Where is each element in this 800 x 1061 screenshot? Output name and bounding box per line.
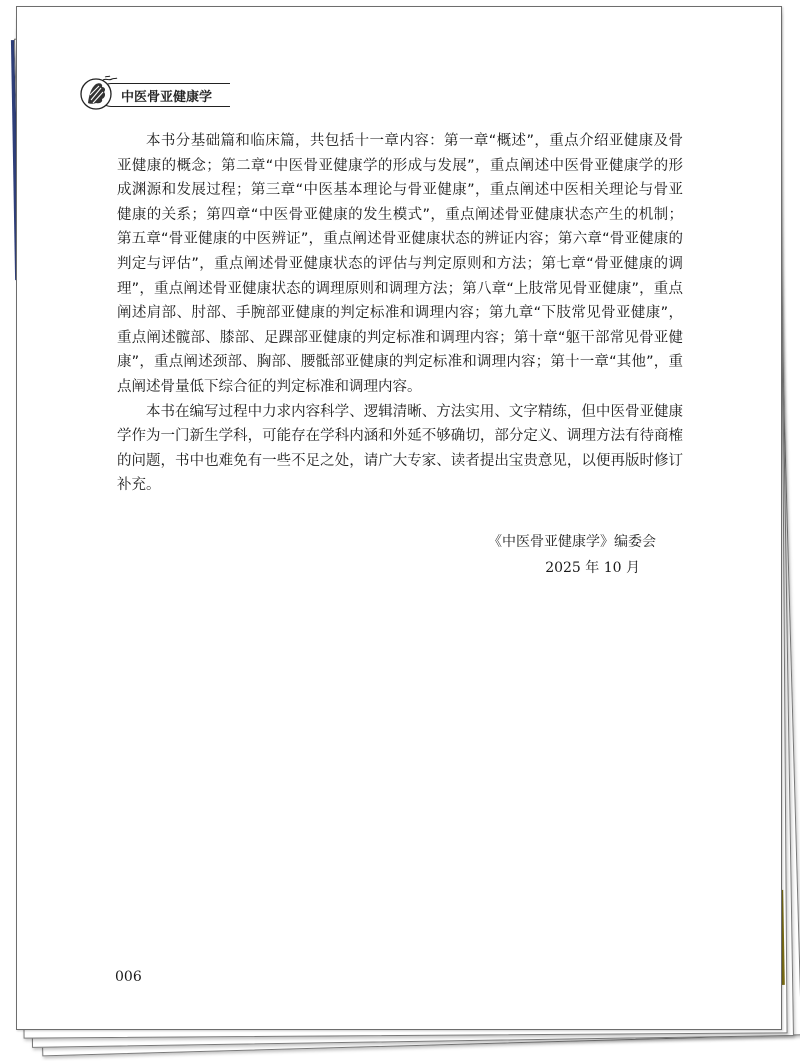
body-text — [117, 129, 683, 498]
paragraph-chapter-summary: 本书分基础篇和临床篇，共包括十一章内容：第一章“概述”，重点介绍亚健康及骨亚健康的概念；第二章“中医骨亚健康学的形成与发展”，重点阐述中医骨亚健康学的形成渊源和发展过程；第三章“中医基本理论与骨亚健康”，重点阐述中医相关理论与骨亚健康的关系；第四章“中医骨亚健康的发生模式”，重点阐述骨亚健康状态产生的机制；第五章“骨亚健康的中医辨证”，重点阐述骨亚健康状态的辨证内容；第六章“骨亚健康的判定与评估”，重点阐述骨亚健康状态的评估与判定原则和方法；第七章“骨亚健康的调理”，重点阐述骨亚健康状态的调理原则和调理方法；第八章“上肢常见骨亚健康”，重点阐述肩部、肘部、手腕部亚健康的判定标准和调理内容；第九章“下肢常见骨亚健康”，重点阐述髋部、膝部、足踝部亚健康的判定标准和调理内容；第十章“躯干部常见骨亚健康”，重点阐述颈部、胸部、腰骶部亚健康的判定标准和调理内容；第十一章“其他”，重点阐述骨量低下综合征的判定标准和调理内容。 — [117, 133, 683, 395]
header-title: 中医骨亚健康学 — [121, 90, 213, 105]
tiger-logo-icon — [79, 73, 119, 113]
running-header — [79, 73, 229, 113]
page-number: 006 — [115, 969, 142, 985]
paragraph-writing-note: 本书在编写过程中力求内容科学、逻辑清晰、方法实用、文字精练，但中医骨亚健康学作为一门新生学科，可能存在学科内涵和外延不够确切，部分定义、调理方法有待商榷的问题，书中也难免有一些不足之处，请广大专家、读者提出宝贵意见，以便再版时修订补充。 — [117, 403, 683, 494]
signature-committee: 《中医骨亚健康学》编委会 — [488, 534, 656, 550]
book-page — [16, 6, 782, 1030]
signature-date: 2025 年 10 月 — [545, 560, 640, 576]
signature-block — [488, 529, 656, 581]
